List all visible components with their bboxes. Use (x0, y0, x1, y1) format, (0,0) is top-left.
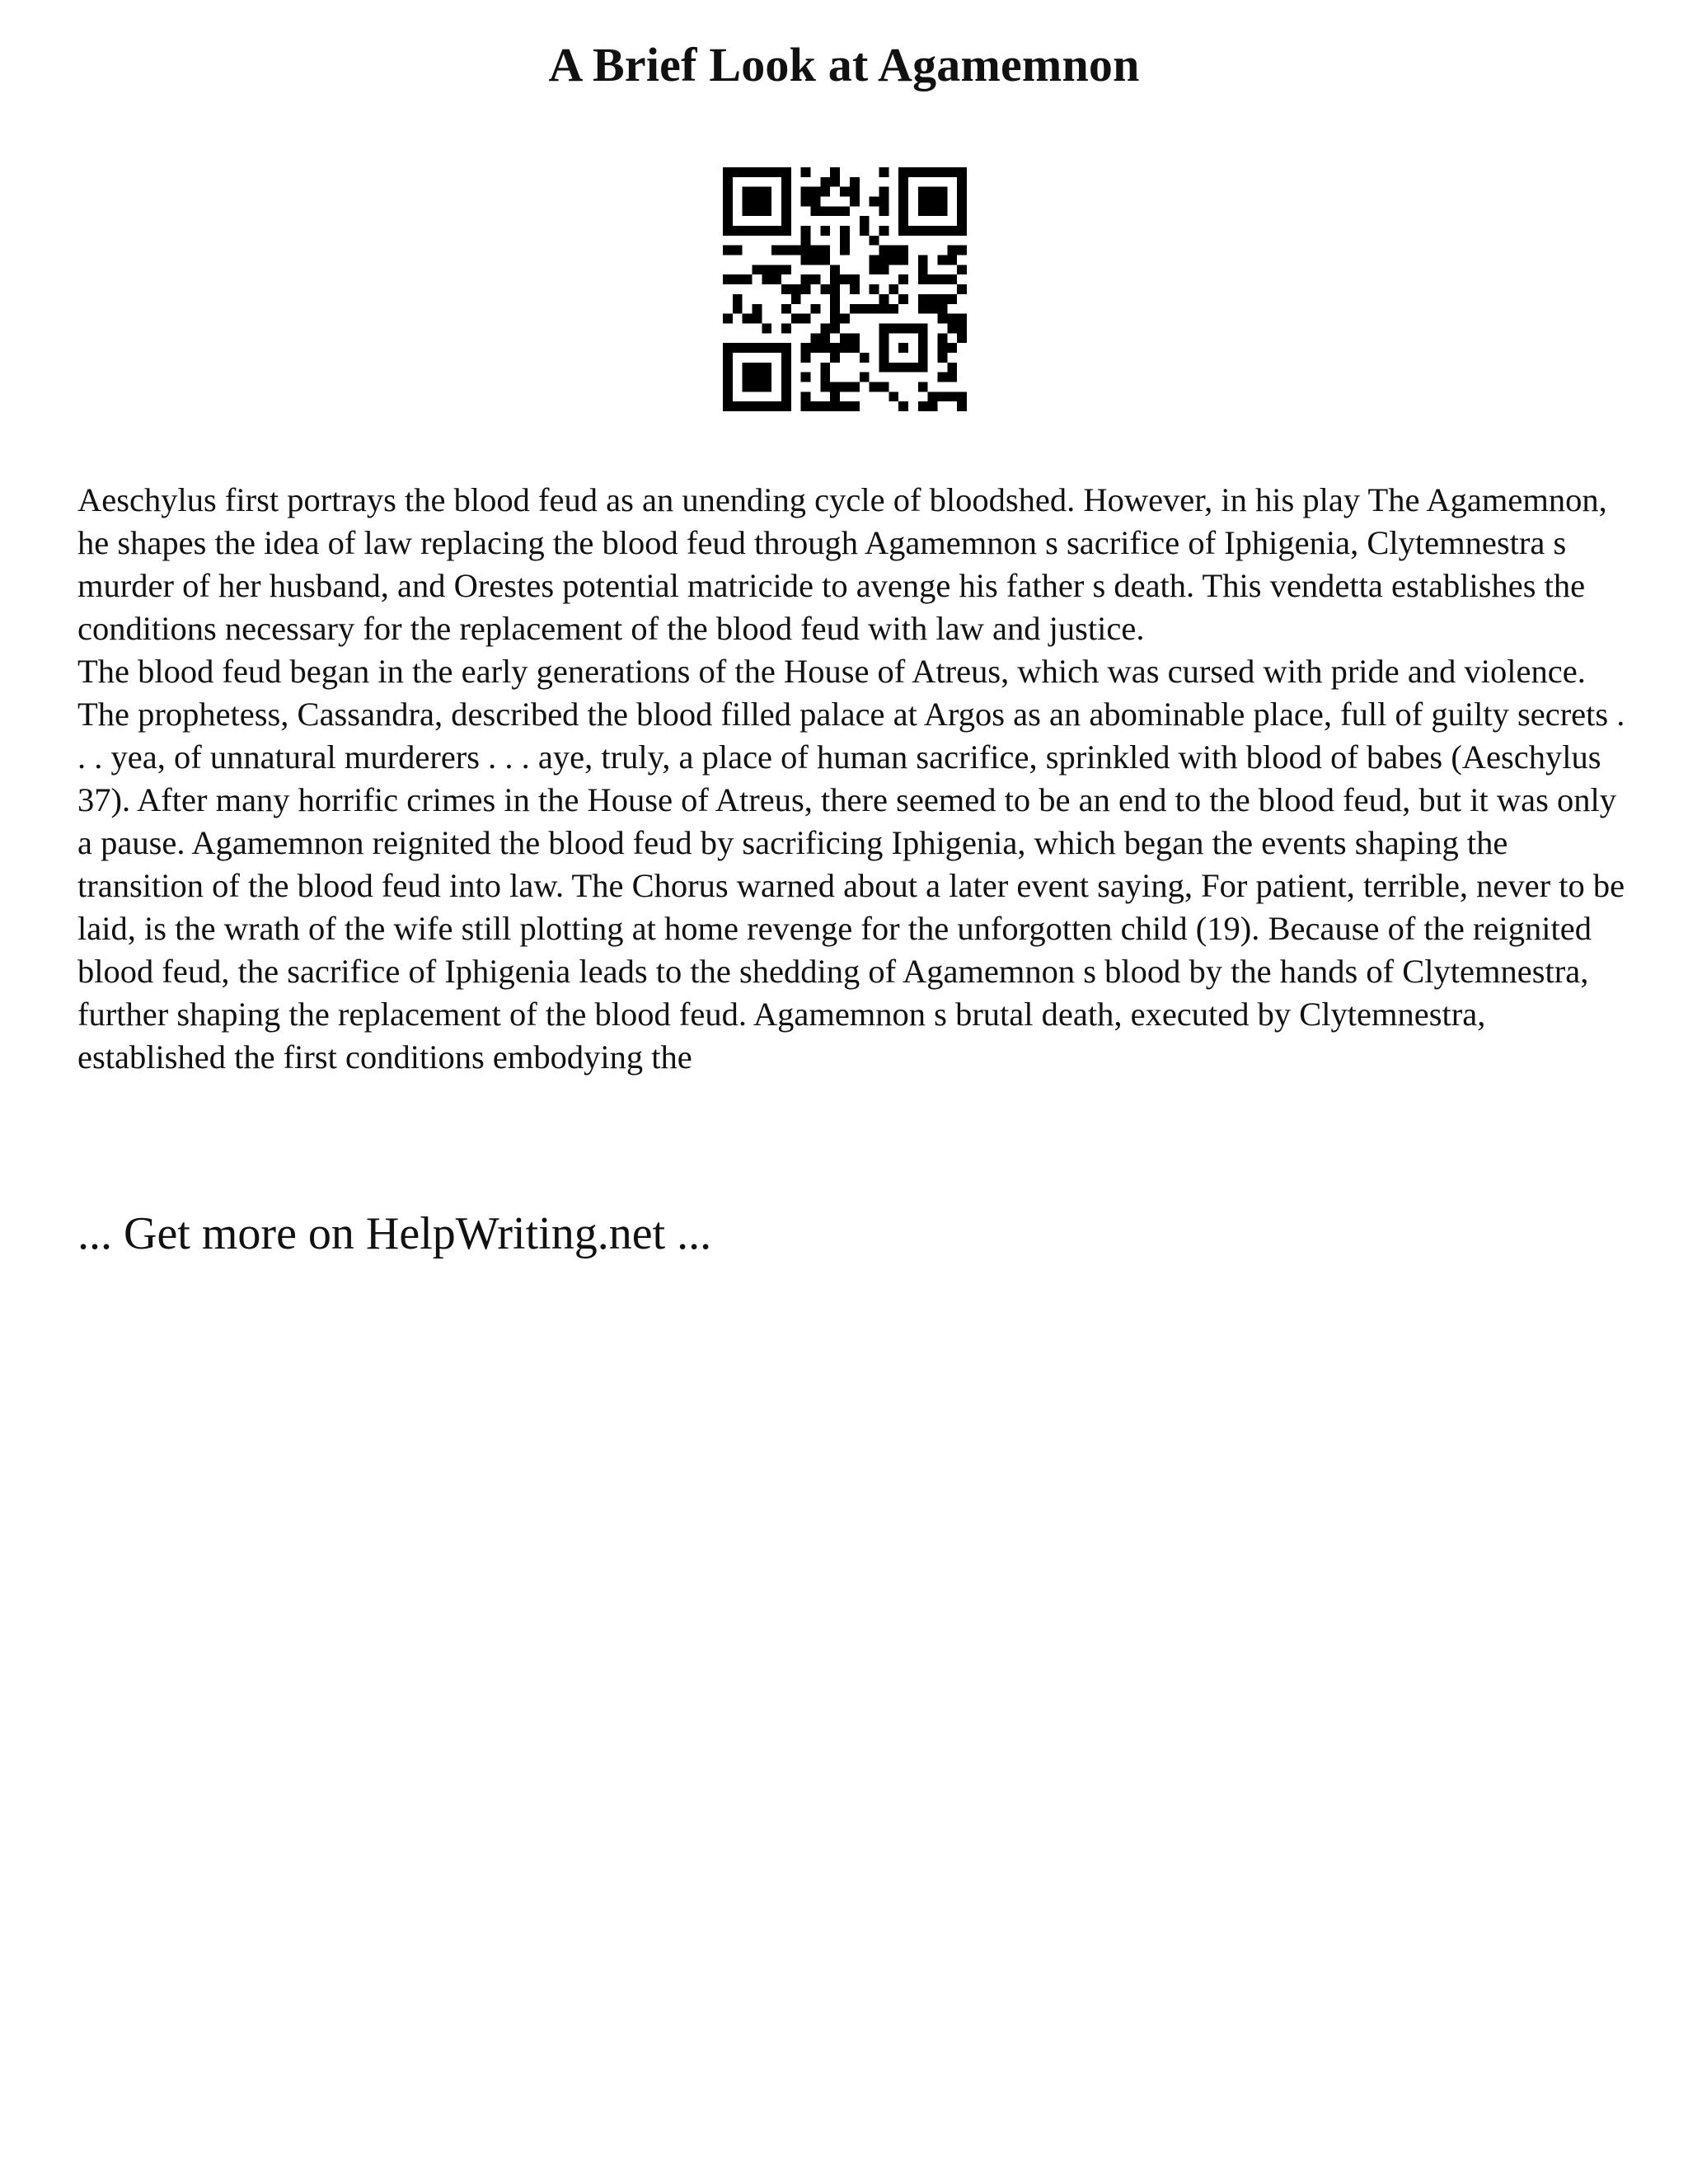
get-more-link[interactable]: ... Get more on HelpWriting.net ... (77, 1208, 712, 1259)
article-paragraph: The blood feud began in the early generations of the House of Atreus, which was cursed with pride and violence. The prophetess, Cassandra, described the blood filled palace at Argos as an abominable place, full of guilty secrets . . . yea, of unnatural murderers . . . aye, truly, a place of human sacrifice, sprinkled with blood of babes (Aeschylus 37). After many horrific crimes in the House of Atreus, there seemed to be an end to the blood feud, but it was only a pause. Agamemnon reignited the blood feud by sacrificing Iphigenia, which began the events shaping the transition of the blood feud into law. The Chorus warned about a later event saying, For patient, terrible, never to be laid, is the wrath of the wife still plotting at home revenge for the unforgotten child (19). Because of the reignited blood feud, the sacrifice of Iphigenia leads to the shedding of Agamemnon s blood by the hands of Clytemnestra, further shaping the replacement of the blood feud. Agamemnon s brutal death, executed by Clytemnestra, established the first conditions embodying the (77, 653, 1625, 1076)
document-title: A Brief Look at Agamemnon (548, 38, 1140, 91)
qr-code-icon (723, 167, 967, 411)
article-paragraph: Aeschylus first portrays the blood feud as an unending cycle of bloodshed. However, in his play The Agamemnon, he shapes the idea of law replacing the blood feud through Agamemnon s sacrifice of Iphigenia, Clytemnestra s murder of her husband, and Orestes potential matricide to avenge his father s death. This vendetta establishes the conditions necessary for the replacement of the blood feud with law and justice. (77, 481, 1607, 647)
article-body (77, 479, 1627, 1079)
